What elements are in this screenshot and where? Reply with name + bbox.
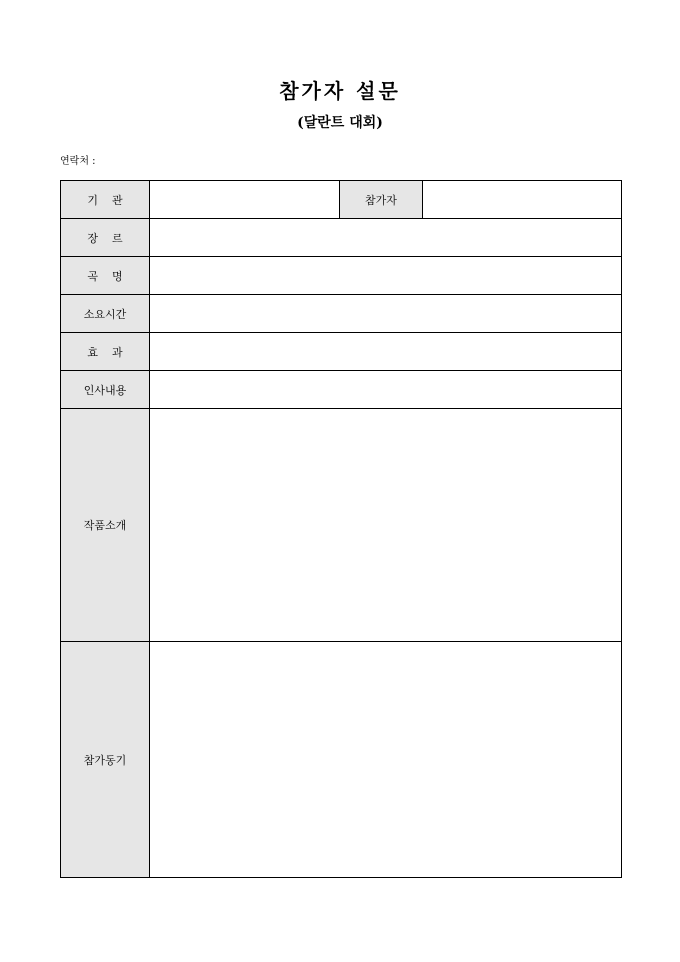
document-title: 참가자 설문 — [279, 79, 401, 103]
survey-form-table — [60, 180, 622, 878]
organization-label: 기 관 — [61, 181, 150, 219]
effect-label: 효 과 — [61, 333, 150, 371]
row-organization — [61, 181, 622, 219]
duration-field[interactable] — [150, 295, 622, 333]
greeting-label: 인사내용 — [61, 371, 150, 409]
work-intro-label: 작품소개 — [61, 409, 150, 642]
participant-field[interactable] — [423, 181, 622, 219]
song-title-field[interactable] — [150, 257, 622, 295]
greeting-field[interactable] — [150, 371, 622, 409]
participant-label: 참가자 — [340, 181, 423, 219]
motivation-field[interactable] — [150, 642, 622, 878]
row-effect — [61, 333, 622, 371]
row-duration — [61, 295, 622, 333]
row-work-intro — [61, 409, 622, 642]
row-greeting — [61, 371, 622, 409]
row-motivation — [61, 642, 622, 878]
document-subtitle: (달란트 대회) — [297, 115, 383, 131]
effect-field[interactable] — [150, 333, 622, 371]
contact-label: 연락처 : — [60, 156, 96, 167]
song-title-label: 곡 명 — [61, 257, 150, 295]
genre-field[interactable] — [150, 219, 622, 257]
work-intro-field[interactable] — [150, 409, 622, 642]
duration-label: 소요시간 — [61, 295, 150, 333]
row-song-title — [61, 257, 622, 295]
genre-label: 장 르 — [61, 219, 150, 257]
motivation-label: 참가동기 — [61, 642, 150, 878]
organization-field[interactable] — [150, 181, 340, 219]
row-genre — [61, 219, 622, 257]
